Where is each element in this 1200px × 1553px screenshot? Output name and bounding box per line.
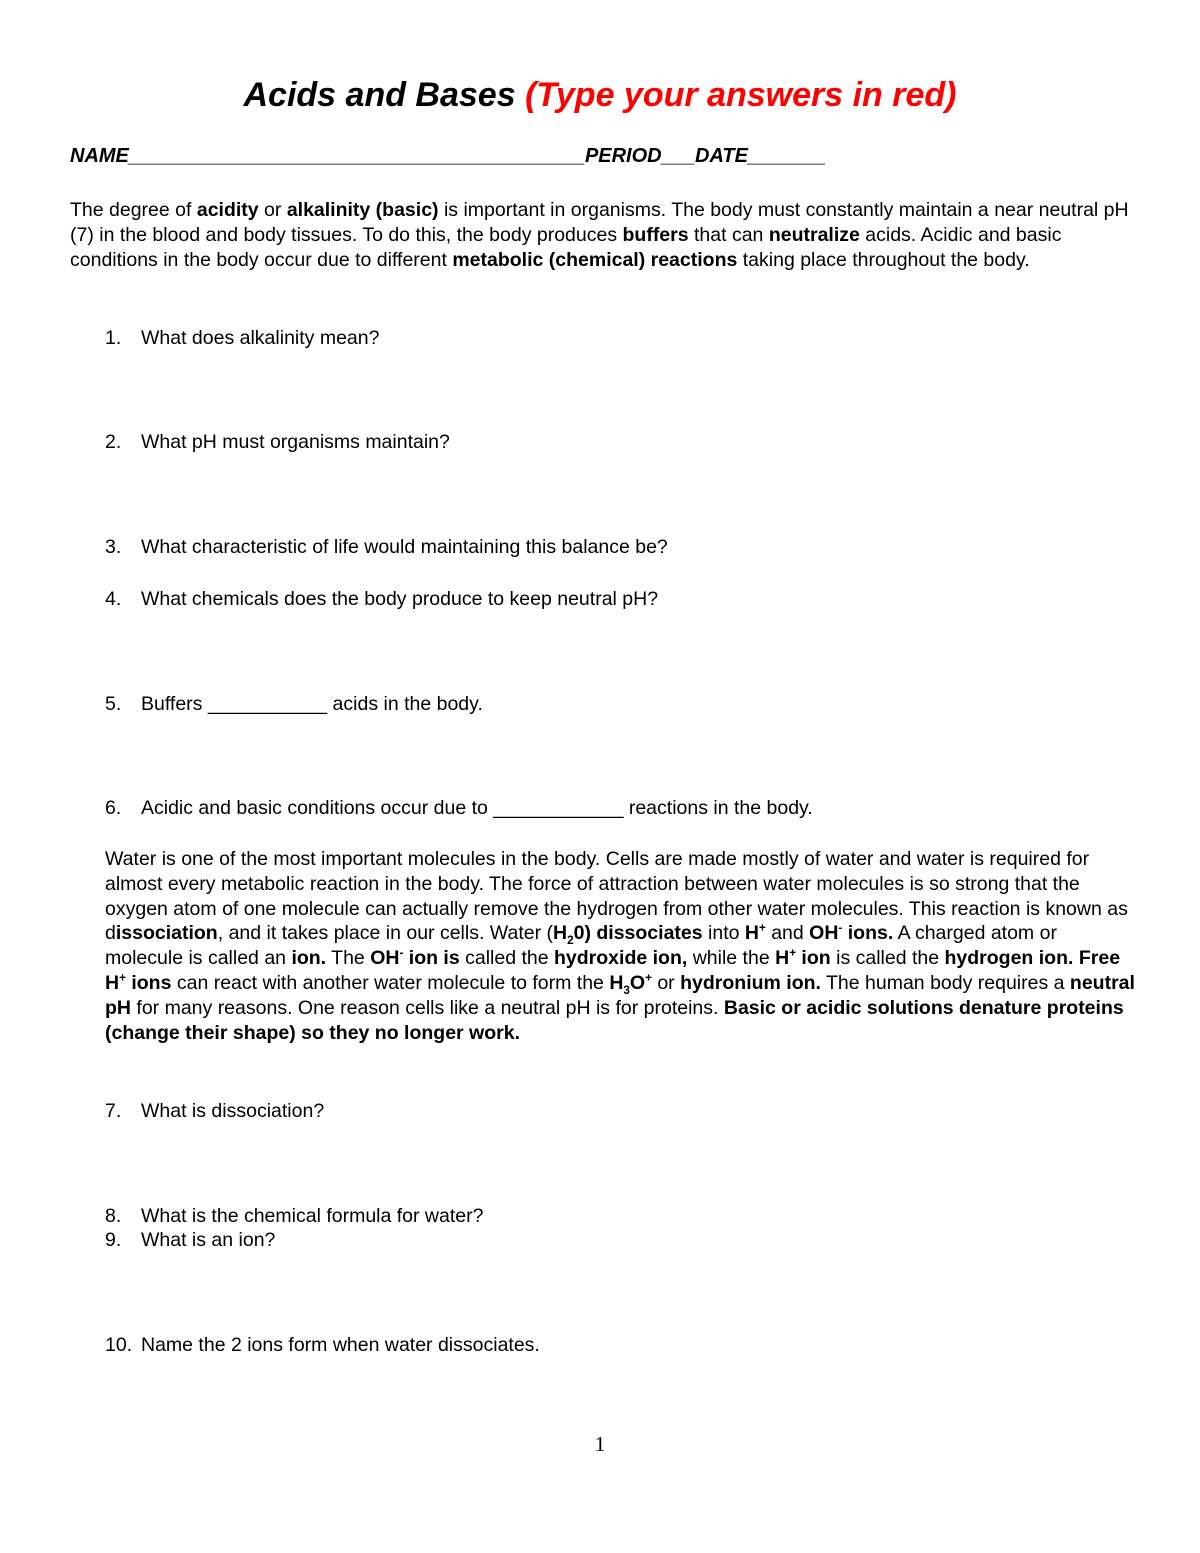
period-label: PERIOD: [584, 145, 662, 167]
question-4: [105, 587, 658, 611]
question-number: 1.: [105, 327, 122, 349]
formula-part: ion: [796, 947, 831, 970]
name-blank[interactable]: _________________________________________: [128, 145, 585, 167]
question-text: What is the chemical formula for water?: [141, 1205, 484, 1227]
water-bold: issociation: [115, 922, 218, 945]
formula-superscript: +: [645, 971, 652, 985]
question-text: What is dissociation?: [141, 1100, 325, 1122]
title-instruction: (Type your answers in red): [525, 76, 957, 114]
formula-part: Free H: [105, 947, 1121, 994]
formula-part: H: [553, 922, 568, 945]
intro-text: acids. Acidic and basic conditions in the body occur due to different: [70, 223, 1062, 271]
question-1: [105, 326, 379, 350]
water-text: is called the: [830, 947, 945, 970]
formula-part: OH: [370, 947, 400, 970]
question-5: [105, 692, 483, 716]
intro-bold: buffers: [622, 223, 689, 246]
water-bold: hydroxide ion,: [554, 947, 688, 970]
water-text: Water is one of the most important molecules in the body. Cells are made mostly of water and water is required for almost every metabolic reaction in the body. The force of attraction between water molecules is so strong that the oxygen atom of one molecule can actually remove the hydrogen from other water molecules. This reaction is known as d: [105, 848, 1128, 945]
hydroxide-ions: [809, 922, 893, 944]
question-number: 7.: [105, 1100, 122, 1122]
intro-text: that can: [688, 223, 769, 246]
question-text: Acidic and basic conditions occur due to ____________ reactions in the body.: [141, 797, 813, 819]
intro-bold: acidity: [196, 199, 259, 221]
question-text: What is an ion?: [141, 1229, 276, 1251]
intro-paragraph: [70, 198, 1130, 272]
title-main: Acids and Bases: [243, 76, 526, 114]
intro-bold: neutralize: [768, 223, 860, 246]
question-number: 5.: [105, 693, 122, 715]
water-bold: dissociates: [590, 922, 703, 945]
water-text: The: [326, 947, 371, 970]
water-text: or: [651, 971, 681, 994]
hydrogen-ion-term: [775, 947, 831, 969]
formula-part: OH: [809, 922, 839, 945]
water-bold: neutral pH: [105, 971, 1135, 1019]
page-title: [0, 76, 1200, 115]
formula-part: 0): [573, 922, 591, 945]
water-formula: [553, 922, 591, 948]
intro-bold: metabolic (chemical) reactions: [452, 248, 738, 271]
formula-subscript: 2: [567, 934, 574, 948]
formula-superscript: -: [399, 946, 404, 960]
name-label: NAME: [70, 145, 129, 167]
question-number: 9.: [105, 1229, 122, 1251]
question-number: 10.: [105, 1334, 133, 1356]
water-text: while the: [687, 947, 776, 970]
formula-part: ions: [125, 971, 172, 994]
question-10: [105, 1333, 540, 1357]
intro-text: is important in organisms. The body must constantly maintain a near neutral pH (7) in the blood and body tissues. To do this, the body produces: [70, 199, 1129, 246]
formula-superscript: +: [758, 921, 766, 935]
question-7: [105, 1099, 324, 1123]
water-text: , and it takes place in our cells. Water (: [217, 922, 553, 945]
intro-text: The degree of: [70, 199, 197, 221]
header-fields: [70, 145, 826, 168]
hydronium-formula: [609, 971, 652, 997]
question-text: What chemicals does the body produce to keep neutral pH?: [141, 588, 659, 610]
formula-part: H: [775, 947, 790, 970]
water-text: A charged atom or molecule is called an: [105, 922, 1057, 970]
question-number: 4.: [105, 588, 122, 610]
water-text: called the: [459, 947, 555, 970]
question-number: 2.: [105, 431, 122, 453]
hydroxide-ion-term: [370, 947, 460, 969]
question-2: [105, 430, 450, 454]
question-number: 6.: [105, 797, 122, 819]
question-text: What characteristic of life would maintaining this balance be?: [141, 536, 668, 558]
water-text: into: [702, 922, 745, 945]
question-6: [105, 796, 813, 820]
water-bold: ion.: [291, 947, 327, 970]
formula-superscript: +: [119, 971, 126, 985]
water-bold: hydrogen ion.: [944, 947, 1074, 970]
water-bold: hydronium ion.: [680, 971, 821, 994]
water-paragraph: [105, 847, 1135, 1045]
question-text: What pH must organisms maintain?: [141, 431, 450, 453]
page-number: 1: [594, 1432, 606, 1456]
water-text: can react with another water molecule to form the: [171, 971, 610, 994]
question-text: What does alkalinity mean?: [141, 327, 380, 349]
formula-part: O: [629, 971, 646, 994]
question-3: [105, 535, 668, 559]
question-text: Name the 2 ions form when water dissociates.: [141, 1334, 540, 1356]
question-number: 8.: [105, 1205, 122, 1227]
formula-subscript: 3: [623, 983, 630, 997]
intro-bold: alkalinity (basic): [286, 199, 439, 221]
water-text: The human body requires a: [820, 971, 1070, 994]
formula-superscript: -: [838, 921, 843, 935]
water-text: for many reasons. One reason cells like a neutral pH is for proteins.: [131, 996, 724, 1019]
hydrogen-ion-symbol: [745, 922, 766, 944]
question-text: Buffers ___________ acids in the body.: [141, 693, 483, 715]
question-8: [105, 1204, 483, 1228]
question-number: 3.: [105, 536, 122, 558]
period-blank[interactable]: ___: [661, 145, 695, 167]
intro-text: taking place throughout the body.: [737, 248, 1030, 271]
intro-text: or: [258, 199, 287, 221]
formula-part: H: [744, 922, 759, 945]
water-text: and: [765, 922, 810, 945]
formula-superscript: +: [789, 946, 797, 960]
date-label: DATE: [695, 145, 748, 167]
formula-part: H: [609, 971, 624, 994]
question-9: [105, 1228, 275, 1252]
formula-part: ions.: [842, 922, 894, 945]
formula-part: ion is: [403, 947, 460, 970]
water-bold: Basic or acidic solutions denature proteins (change their shape) so they no longer work.: [105, 996, 1124, 1044]
date-blank[interactable]: _______: [747, 145, 826, 167]
